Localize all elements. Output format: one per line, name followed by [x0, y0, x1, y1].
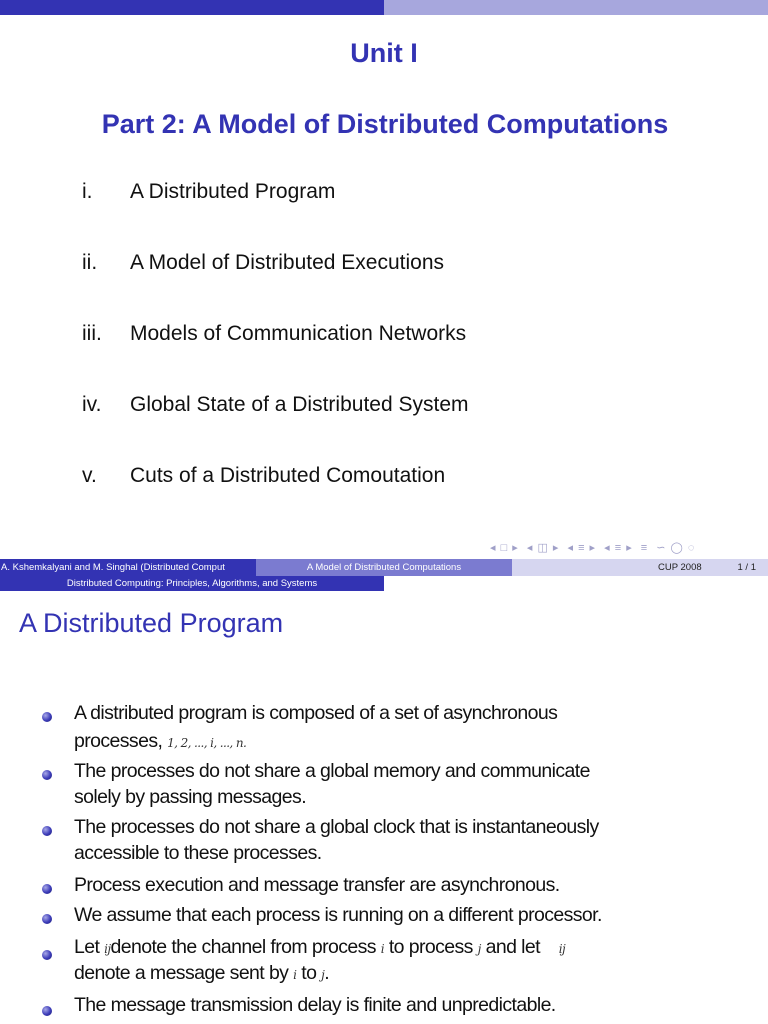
- footer-page-number: 1 / 1: [737, 562, 756, 573]
- footer-title: A Model of Distributed Computations: [256, 559, 512, 576]
- bullet-ball-icon: [42, 712, 52, 722]
- process-symbol: j: [321, 968, 325, 982]
- bullet-line: [74, 962, 329, 985]
- bullet-text: to: [301, 962, 317, 984]
- header-bar: [0, 0, 768, 15]
- bullet-ball-icon: [42, 950, 52, 960]
- bullet-text: .: [324, 962, 330, 984]
- nav-subsubsection-icon[interactable]: ◂ ≡ ▸: [604, 542, 633, 554]
- toc-text: Models of Communication Networks: [130, 322, 467, 345]
- bullet-line: Process execution and message transfer are asynchronous.: [74, 874, 560, 896]
- bullet-text: denote a message sent by: [74, 962, 289, 984]
- toc-text: A Distributed Program: [130, 180, 336, 203]
- bullet-line: The message transmission delay is finite and unpredictable.: [74, 994, 556, 1016]
- bullet-line: The processes do not share a global clock that is instantaneously: [74, 816, 599, 838]
- nav-search-icon[interactable]: ∽ ◯ ◌: [656, 542, 696, 554]
- toc-text: Global State of a Distributed System: [130, 393, 469, 416]
- bullet-line: We assume that each process is running on a different processor.: [74, 904, 602, 926]
- nav-align-icon[interactable]: ≡: [640, 542, 649, 554]
- bullet-line: The processes do not share a global memory and communicate: [74, 760, 590, 782]
- nav-frame-icon[interactable]: ◂ □ ▸: [490, 542, 519, 554]
- toc-number: v.: [82, 464, 97, 487]
- header-bar-right: [384, 0, 768, 15]
- bullet-line: solely by passing messages.: [74, 786, 307, 808]
- toc-number: i.: [82, 180, 93, 203]
- footer-book-title: Distributed Computing: Principles, Algorithms, and Systems: [0, 576, 384, 591]
- footer-cup: CUP 2008: [658, 562, 702, 573]
- toc-number: ii.: [82, 251, 98, 274]
- nav-section-icon[interactable]: ◂ ≡ ▸: [567, 542, 597, 554]
- message-symbol: ij: [558, 942, 566, 956]
- process-symbol: j: [477, 942, 481, 956]
- bullet-text: Let: [74, 936, 100, 958]
- header-bar-left: [0, 0, 384, 15]
- toc-number: iii.: [82, 322, 102, 345]
- part-title: Part 2: A Model of Distributed Computations: [101, 109, 669, 139]
- bullet-line: accessible to these processes.: [74, 842, 322, 864]
- bullet-text: to process: [388, 936, 473, 958]
- bullet-ball-icon: [42, 770, 52, 780]
- bullet-ball-icon: [42, 884, 52, 894]
- bullet-text: and let: [485, 936, 540, 958]
- channel-symbol: ij: [104, 942, 111, 956]
- bullet-line: [74, 936, 565, 959]
- footer-authors: A. Kshemkalyani and M. Singhal (Distributed Comput: [0, 559, 257, 576]
- toc-number: iv.: [82, 393, 102, 416]
- toc-text: Cuts of a Distributed Comoutation: [130, 464, 446, 487]
- bullet-text: processes,: [74, 730, 163, 752]
- slide-title: A Distributed Program: [19, 608, 284, 638]
- bullet-ball-icon: [42, 914, 52, 924]
- bullet-ball-icon: [42, 1006, 52, 1016]
- bullet-line: [74, 730, 246, 753]
- nav-subsection-icon[interactable]: ◂ ◫ ▸: [526, 542, 560, 554]
- footer-info: [512, 559, 768, 576]
- process-symbol: i: [380, 942, 384, 956]
- beamer-navigation: [490, 541, 760, 555]
- toc-text: A Model of Distributed Executions: [130, 251, 444, 274]
- bullet-ball-icon: [42, 826, 52, 836]
- process-symbol: i: [293, 968, 297, 982]
- footline: [0, 559, 768, 592]
- bullet-text: denote the channel from process: [110, 936, 376, 958]
- bullet-line: A distributed program is composed of a set of asynchronous: [74, 702, 558, 724]
- unit-title: Unit I: [350, 38, 418, 68]
- process-list: 1, 2, ..., i, ..., n.: [167, 736, 247, 750]
